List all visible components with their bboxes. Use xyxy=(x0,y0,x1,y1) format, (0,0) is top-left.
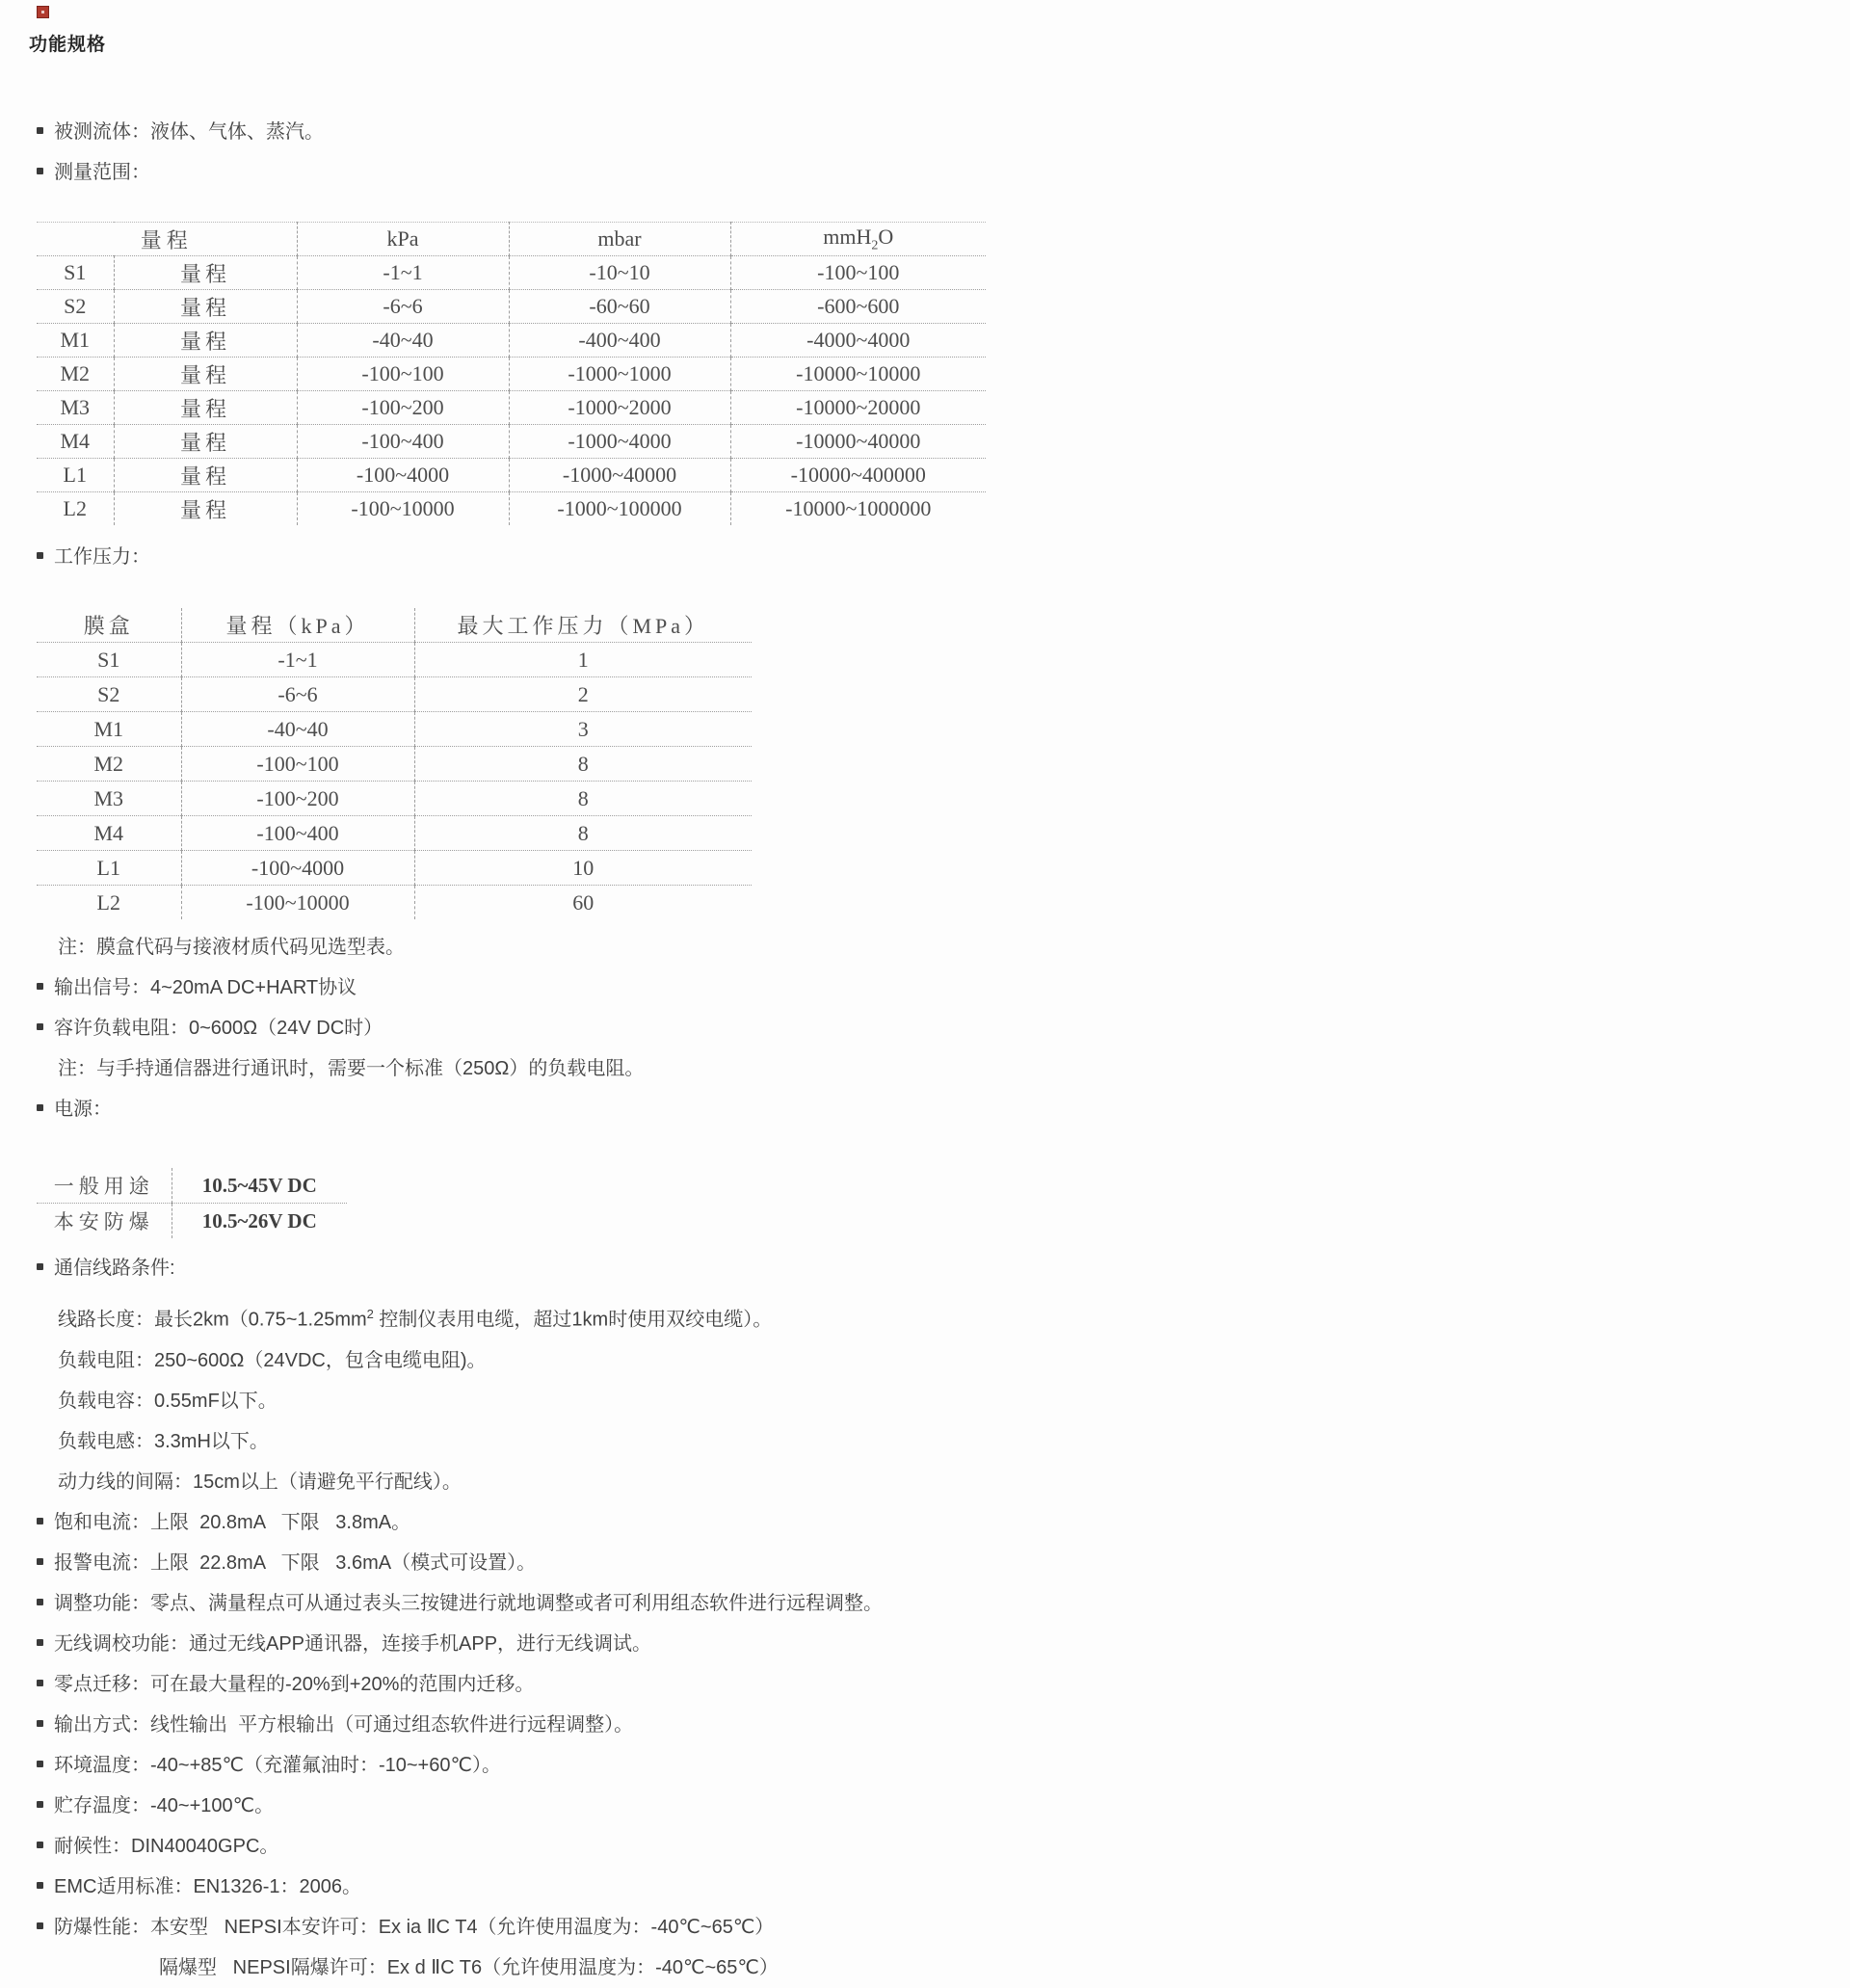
table-cell: -100~200 xyxy=(181,782,414,816)
table-cell: -1000~40000 xyxy=(509,459,730,492)
spec-text: 饱和电流：上限 20.8mA 下限 3.8mA。 xyxy=(54,1511,411,1533)
table-cell: -60~60 xyxy=(509,290,730,324)
table-row xyxy=(37,425,986,459)
table-cell: L1 xyxy=(37,459,114,492)
table-row xyxy=(37,712,752,747)
table-body xyxy=(37,643,752,920)
table-cell: -100~100 xyxy=(730,256,986,290)
table-cell: -600~600 xyxy=(730,290,986,324)
table-row xyxy=(37,492,986,526)
spec-text: 线路长度：最长2km（0.75~1.25mm xyxy=(58,1309,367,1331)
table-row xyxy=(37,459,986,492)
table-row xyxy=(37,851,752,886)
table-cell: 量程 xyxy=(114,324,297,358)
table-cell: -10000~40000 xyxy=(730,425,986,459)
spec-saturation-current-line xyxy=(37,1502,1060,1543)
spec-output-signal-line xyxy=(37,967,1060,1008)
table-row xyxy=(37,358,986,391)
table-cell: M1 xyxy=(37,712,181,747)
table-cell: -10~10 xyxy=(509,256,730,290)
table-cell: 2 xyxy=(414,677,752,712)
mmh2o-base: mmH xyxy=(823,224,872,249)
power-supply-table xyxy=(37,1168,347,1238)
spec-text: 通信线路条件: xyxy=(54,1258,175,1279)
spec-fluid-line xyxy=(37,112,1060,152)
spec-text: 贮存温度：-40~+100℃。 xyxy=(54,1794,275,1816)
bullet-icon xyxy=(37,1104,43,1111)
table-cell: 8 xyxy=(414,816,752,851)
table-cell: 1 xyxy=(414,643,752,677)
table-cell: 3 xyxy=(414,712,752,747)
power-line-gap-line xyxy=(37,1462,1060,1502)
red-marker-icon xyxy=(37,6,49,18)
comm-capacitance-line xyxy=(37,1381,1060,1421)
table-cell: -1000~2000 xyxy=(509,391,730,425)
spec-zero-shift-line xyxy=(37,1664,1060,1705)
spec-text: 负载电容：0.55mF以下。 xyxy=(58,1390,278,1412)
spec-text: 防爆性能：本安型 NEPSI本安许可：Ex ia ⅡC T4（允许使用温度为：-40℃~65℃） xyxy=(54,1916,775,1938)
table-cell: M3 xyxy=(37,391,114,425)
table-cell: 10.5~45V DC xyxy=(172,1168,347,1204)
table-cell: 量程 xyxy=(114,492,297,526)
mmh2o-sub: 2 xyxy=(871,238,879,253)
table-cell: S1 xyxy=(37,643,181,677)
table-cell: 60 xyxy=(572,889,595,914)
table-row xyxy=(37,643,752,677)
spec-text: 隔爆型 NEPSI隔爆许可：Ex d ⅡC T6（允许使用温度为：-40℃~65℃） xyxy=(159,1956,779,1978)
table-row xyxy=(37,677,752,712)
spec-power-line xyxy=(37,1089,1060,1129)
table-cell: 量程 xyxy=(114,256,297,290)
table-body xyxy=(37,256,986,526)
bullet-icon xyxy=(37,1680,43,1686)
bullet-icon xyxy=(37,1761,43,1767)
table-body xyxy=(37,1168,347,1238)
bullet-icon xyxy=(37,1518,43,1524)
working-pressure-table xyxy=(37,608,752,919)
table-cell: 本安防爆 xyxy=(37,1204,172,1239)
spec-text: 负载电感：3.3mH以下。 xyxy=(58,1430,269,1452)
table-cell: 10.5~26V DC xyxy=(201,1208,317,1233)
table-cell: M2 xyxy=(37,747,181,782)
table-row xyxy=(37,816,752,851)
table-cell: -100~10000 xyxy=(181,886,414,920)
table-cell: -100~100 xyxy=(297,358,509,391)
table-cell: -100~4000 xyxy=(297,459,509,492)
table-cell: 量程 xyxy=(114,459,297,492)
spec-text: EMC适用标准：EN1326-1：2006。 xyxy=(54,1875,361,1897)
bullet-icon xyxy=(37,1720,43,1727)
spec-weather-line xyxy=(37,1826,1060,1867)
spec-text: 调整功能：零点、满量程点可从通过表头三按键进行就地调整或者可利用组态软件进行远程调整。 xyxy=(54,1592,883,1614)
table-cell: M4 xyxy=(37,816,181,851)
spec-text: 控制仪表用电缆，超过1km时使用双绞电缆）。 xyxy=(373,1309,773,1331)
table-cell: -1000~4000 xyxy=(509,425,730,459)
spec-text: 动力线的间隔：15cm以上（请避免平行配线）。 xyxy=(58,1471,462,1493)
bullet-icon xyxy=(37,552,43,559)
table-cell: M2 xyxy=(37,358,114,391)
table-row xyxy=(37,1168,347,1204)
bullet-icon xyxy=(37,1801,43,1808)
header-cell-span: 量程（kPa） xyxy=(181,608,414,643)
note-text: 注：膜盒代码与接液材质代码见选型表。 xyxy=(58,937,405,958)
bullet-icon xyxy=(37,168,43,174)
table-cell: M1 xyxy=(37,324,114,358)
spec-working-pressure-line xyxy=(37,537,1060,577)
table-cell: 量程 xyxy=(114,290,297,324)
table-row xyxy=(37,747,752,782)
page-title: 功能规格 xyxy=(29,35,107,55)
table-cell: -1000~100000 xyxy=(509,492,730,526)
table-cell: -1~1 xyxy=(297,256,509,290)
mmh2o-tail: O xyxy=(878,224,894,249)
table-cell: L2 xyxy=(37,886,181,920)
table-cell: -40~40 xyxy=(181,712,414,747)
header-cell-kpa: kPa xyxy=(297,223,509,256)
table-cell: -100~4000 xyxy=(181,851,414,886)
table-row xyxy=(37,886,752,920)
table-cell: -100~100 xyxy=(181,747,414,782)
table-cell: 10 xyxy=(414,851,752,886)
header-cell-mmh2o xyxy=(730,223,986,256)
spec-range-line xyxy=(37,152,1060,193)
table-cell: -10000~20000 xyxy=(730,391,986,425)
header-cell-range: 量程 xyxy=(37,223,297,256)
table-header-row xyxy=(37,608,752,643)
comm-inductance-line xyxy=(37,1421,1060,1462)
table-header xyxy=(37,608,752,643)
spec-text: 输出信号：4~20mA DC+HART协议 xyxy=(54,977,357,998)
bullet-icon xyxy=(37,1558,43,1565)
spec-text: 工作压力： xyxy=(54,546,150,568)
spec-ambient-temp-line xyxy=(37,1745,1060,1786)
table-cell: 一般用途 xyxy=(37,1168,172,1204)
spec-explosion-proof-line2 xyxy=(37,1948,1060,1988)
table-row xyxy=(37,256,986,290)
header-cell-maxpressure: 最大工作压力（MPa） xyxy=(414,608,752,643)
header-cell-capsule: 膜盒 xyxy=(37,608,181,643)
note-handheld-line xyxy=(37,1048,1060,1089)
table-row xyxy=(37,1204,347,1239)
table-cell: -100~200 xyxy=(297,391,509,425)
header-cell-mbar: mbar xyxy=(509,223,730,256)
table-cell: -10000~1000000 xyxy=(785,496,932,520)
table-row xyxy=(37,391,986,425)
bullet-icon xyxy=(37,983,43,990)
bullet-icon xyxy=(37,1922,43,1929)
spec-explosion-proof-line xyxy=(37,1907,1060,1948)
bullet-icon xyxy=(37,1882,43,1889)
spec-text: 测量范围： xyxy=(54,162,150,183)
table-cell: 8 xyxy=(414,747,752,782)
table-cell: M3 xyxy=(37,782,181,816)
bullet-icon xyxy=(37,1639,43,1646)
table-cell: -10000~10000 xyxy=(730,358,986,391)
spec-comm-conditions-line xyxy=(37,1248,1060,1288)
spec-text: 容许负载电阻：0~600Ω（24V DC时） xyxy=(54,1018,383,1039)
measuring-range-table xyxy=(37,222,986,525)
table-cell: S2 xyxy=(37,290,114,324)
table-cell: -100~10000 xyxy=(297,492,509,526)
table-cell: -400~400 xyxy=(509,324,730,358)
superscript: 2 xyxy=(366,1307,374,1321)
table-cell: 量程 xyxy=(114,425,297,459)
spec-load-resistance-line xyxy=(37,1008,1060,1048)
table-cell: -10000~400000 xyxy=(730,459,986,492)
table-row xyxy=(37,324,986,358)
spec-emc-line xyxy=(37,1867,1060,1907)
spec-text: 负载电阻：250~600Ω（24VDC，包含电缆电阻)。 xyxy=(58,1349,487,1371)
table-cell: M4 xyxy=(37,425,114,459)
table-cell: -40~40 xyxy=(297,324,509,358)
spec-text: 电源： xyxy=(54,1099,112,1120)
bullet-icon xyxy=(37,1263,43,1270)
note-text: 注：与手持通信器进行通讯时，需要一个标准（250Ω）的负载电阻。 xyxy=(58,1058,645,1079)
bullet-icon xyxy=(37,1023,43,1030)
spec-text: 无线调校功能：通过无线APP通讯器，连接手机APP，进行无线调试。 xyxy=(54,1632,652,1655)
table-cell: -4000~4000 xyxy=(730,324,986,358)
spec-text: 被测流体：液体、气体、蒸汽。 xyxy=(54,121,324,143)
table-cell: -6~6 xyxy=(297,290,509,324)
spec-alarm-current-line xyxy=(37,1543,1060,1583)
comm-length-line xyxy=(37,1294,1060,1340)
spec-wireless-line xyxy=(37,1624,1060,1664)
spec-text: 报警电流：上限 22.8mA 下限 3.6mA（模式可设置）。 xyxy=(54,1551,537,1574)
table-header xyxy=(37,223,986,256)
note-capsule-line xyxy=(37,927,1060,967)
table-cell: -100~400 xyxy=(181,816,414,851)
spec-text: 环境温度：-40~+85℃（充灌氟油时：-10~+60℃）。 xyxy=(54,1754,501,1776)
table-cell: 量程 xyxy=(114,391,297,425)
bullet-icon xyxy=(37,1599,43,1605)
spec-adjustment-line xyxy=(37,1583,1060,1624)
table-cell: S2 xyxy=(37,677,181,712)
spec-text: 输出方式：线性输出 平方根输出（可通过组态软件进行远程调整）。 xyxy=(54,1713,634,1736)
table-header-row xyxy=(37,223,986,256)
spec-text: 耐候性：DIN40040GPC。 xyxy=(54,1835,279,1857)
bullet-icon xyxy=(37,127,43,134)
table-cell: S1 xyxy=(37,256,114,290)
table-cell: -1000~1000 xyxy=(509,358,730,391)
spec-text: 零点迁移：可在最大量程的-20%到+20%的范围内迁移。 xyxy=(54,1673,535,1695)
table-row xyxy=(37,782,752,816)
table-row xyxy=(37,290,986,324)
table-cell: -1~1 xyxy=(181,643,414,677)
table-cell: L2 xyxy=(37,492,114,526)
comm-resistance-line xyxy=(37,1340,1060,1381)
table-cell: -100~400 xyxy=(297,425,509,459)
spec-output-mode-line xyxy=(37,1705,1060,1745)
table-cell: -6~6 xyxy=(181,677,414,712)
table-cell: 量程 xyxy=(114,358,297,391)
table-cell: L1 xyxy=(37,851,181,886)
spec-storage-temp-line xyxy=(37,1786,1060,1826)
table-cell: 8 xyxy=(414,782,752,816)
bullet-icon xyxy=(37,1842,43,1848)
